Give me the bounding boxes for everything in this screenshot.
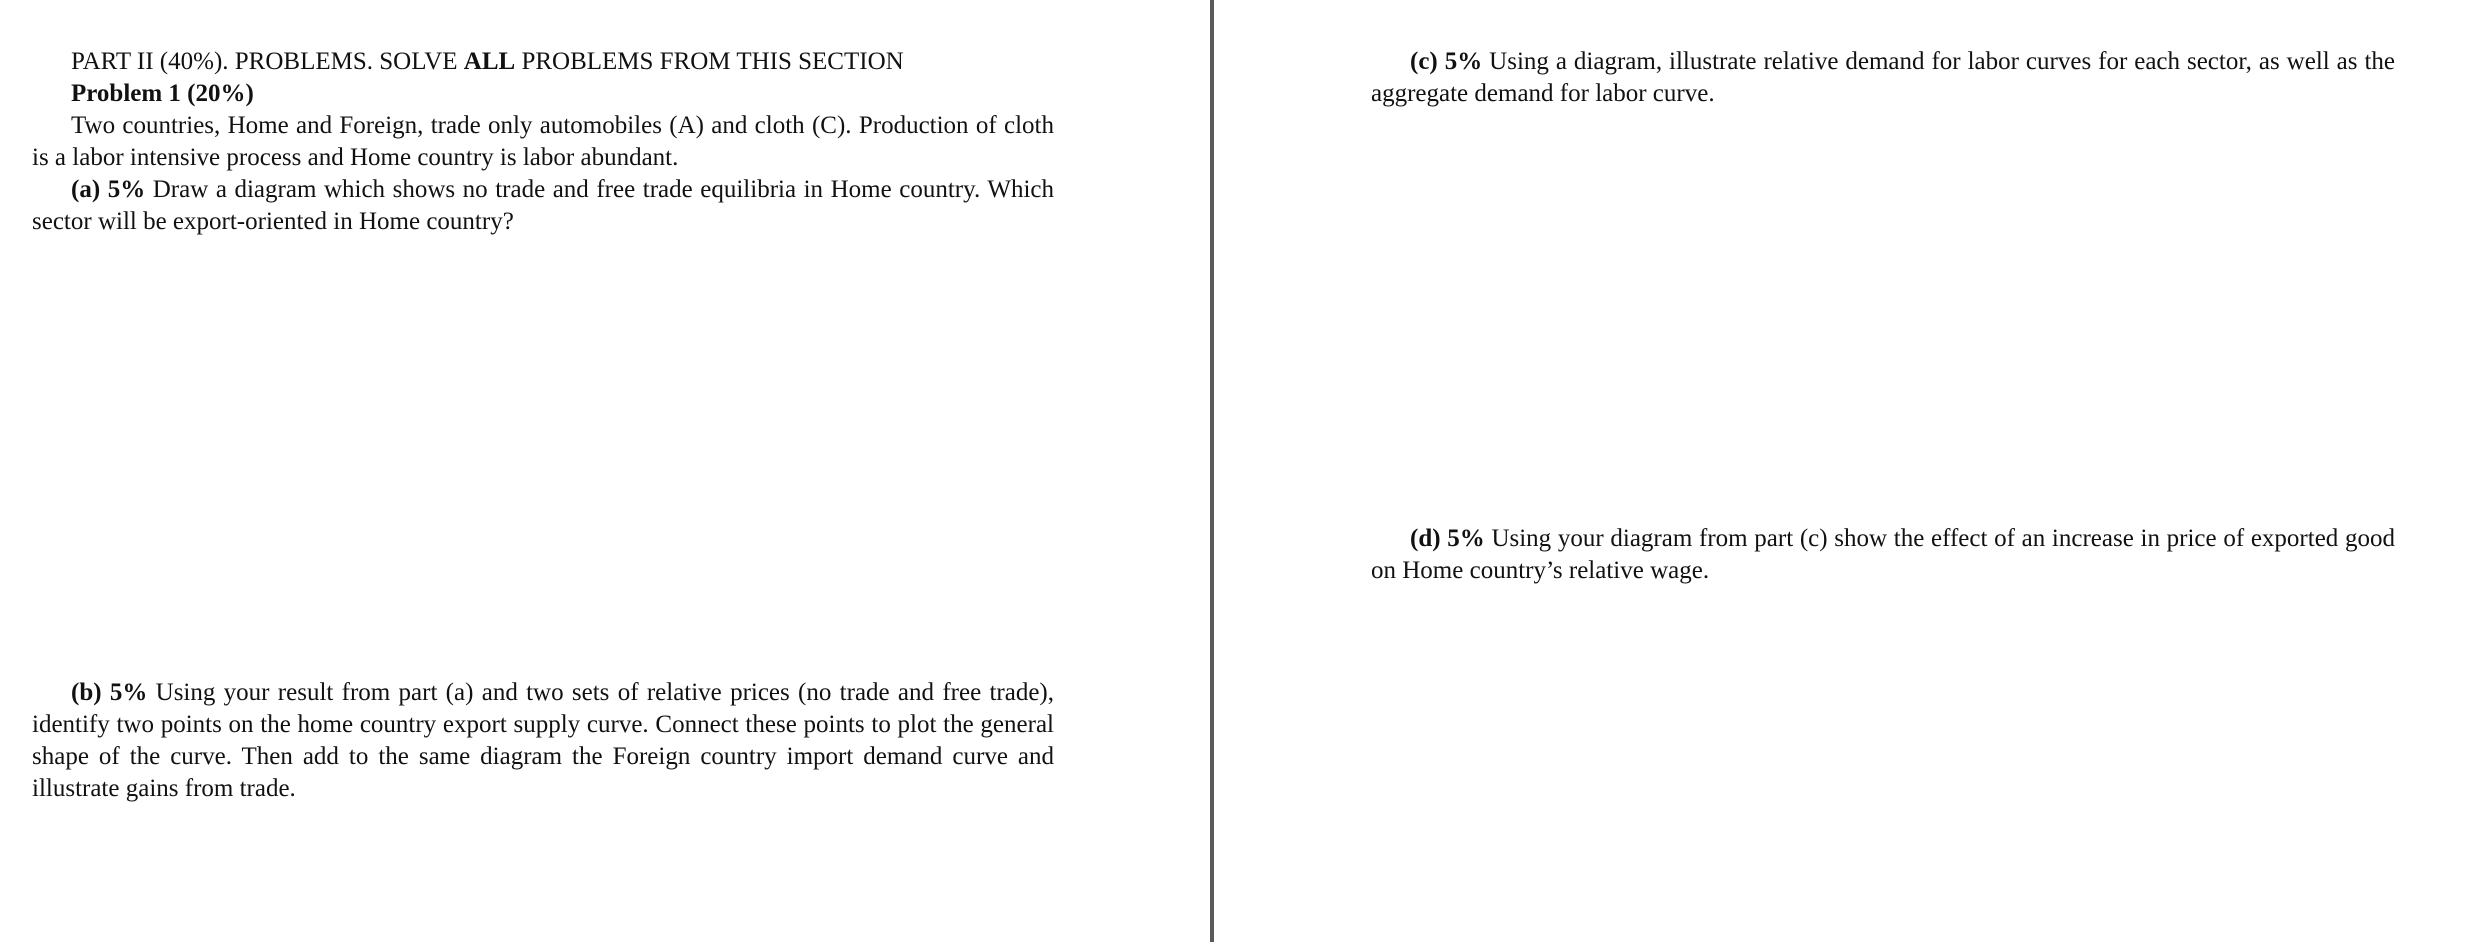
problem-intro: Two countries, Home and Foreign, trade only automobiles (A) and cloth (C). Production of cloth is a labor intensive process and Home country is labor abundant. [32, 112, 1054, 171]
part-c-question [1371, 46, 2395, 110]
page-divider [1210, 0, 1214, 942]
part-d-label: (d) 5% [1410, 525, 1485, 552]
part-heading-prefix: PART II (40%). PROBLEMS. SOLVE [71, 48, 464, 75]
part-c-text: Using a diagram, illustrate relative demand for labor curves for each sector, as well as the aggregate demand for labor curve. [1371, 48, 2395, 107]
part-b-label: (b) 5% [71, 679, 148, 706]
part-b-question [32, 677, 1054, 805]
right-page [1216, 0, 2476, 942]
part-heading-suffix: PROBLEMS FROM THIS SECTION [515, 48, 904, 75]
part-a-text: Draw a diagram which shows no trade and free trade equilibria in Home country. Which sector will be export-oriented in Home country? [32, 176, 1054, 235]
problem-title: Problem 1 (20%) [71, 80, 254, 107]
part-d-question [1371, 523, 2395, 587]
part-b-text: Using your result from part (a) and two sets of relative prices (no trade and free trade), identify two points on the home country export supply curve. Connect these points to plot the general shape of the curve. Then add to the same diagram the Foreign country import demand curve and illustrate gains from trade. [32, 679, 1054, 802]
part-heading [71, 46, 904, 78]
part-heading-emphasis: ALL [463, 48, 516, 75]
part-a-label: (a) 5% [71, 176, 146, 203]
left-page [0, 0, 1210, 942]
part-a-question [32, 174, 1054, 238]
part-d-text: Using your diagram from part (c) show the effect of an increase in price of exported good on Home country’s relative wage. [1371, 525, 2395, 584]
part-c-label: (c) 5% [1410, 48, 1483, 75]
